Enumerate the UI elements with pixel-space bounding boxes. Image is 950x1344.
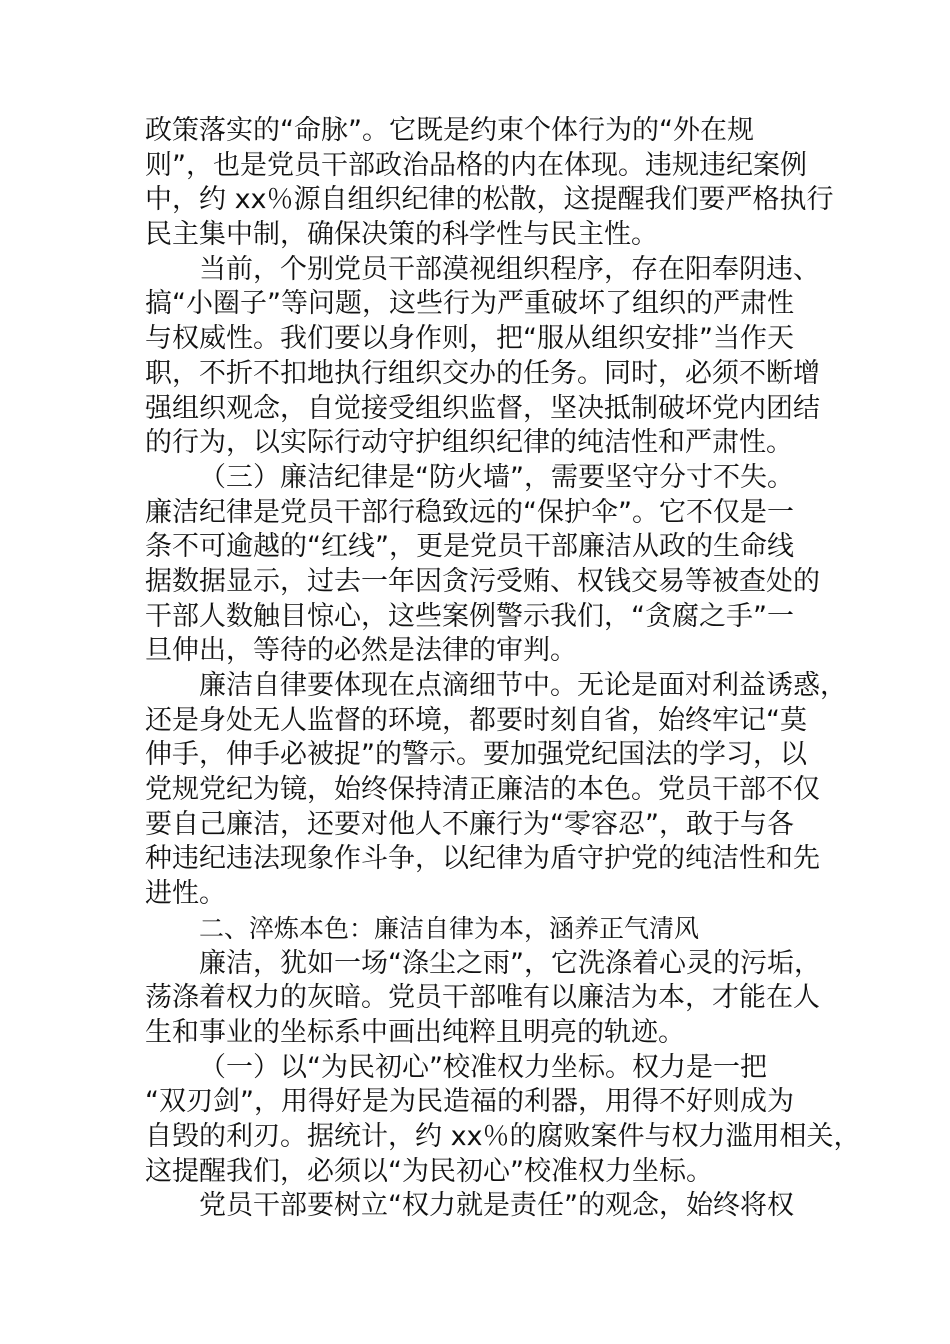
text-line: 则”，也是党员干部政治品格的内在体现。违规违纪案例 [145, 149, 807, 181]
text-line: 与权威性。我们要以身作则，把“服从组织安排”当作天 [145, 323, 794, 355]
text-line: 民主集中制，确保决策的科学性与民主性。 [145, 219, 658, 251]
subsection-heading: （三）廉洁纪律是“防火墙”，需要坚守分寸不失。 [199, 461, 794, 493]
text-line: “双刃剑”，用得好是为民造福的利器，用得不好则成为 [145, 1086, 794, 1118]
subsection-heading: （一）以“为民初心”校准权力坐标。权力是一把 [199, 1051, 767, 1083]
text-line: 当前，个别党员干部漠视组织程序，存在阳奉阴违、 [199, 253, 820, 285]
text-line: 党员干部要树立“权力就是责任”的观念，始终将权 [199, 1190, 794, 1222]
text-line: 这提醒我们，必须以“为民初心”校准权力坐标。 [145, 1155, 713, 1187]
text-line: 的行为，以实际行动守护组织纪律的纯洁性和严肃性。 [145, 427, 793, 459]
text-line: 廉洁自律要体现在点滴细节中。无论是面对利益诱惑， [199, 670, 847, 701]
text-line: 进性。 [145, 878, 226, 910]
text-line: 条不可逾越的“红线”，更是党员干部廉洁从政的生命线 [145, 531, 794, 563]
text-line: 职，不折不扣地执行组织交办的任务。同时，必须不断增 [145, 357, 820, 389]
text-line: 廉洁，犹如一场“涤尘之雨”，它洗涤着心灵的污垢， [199, 947, 821, 979]
text-line: 搞“小圈子”等问题，这些行为严重破坏了组织的严肃性 [145, 288, 794, 320]
text-line: 政策落实的“命脉”。它既是约束个体行为的“外在规 [145, 115, 754, 146]
text-line: 自毁的利刃。据统计，约 xx％的腐败案件与权力滥用相关， [145, 1120, 861, 1152]
text-line: 廉洁纪律是党员干部行稳致远的“保护伞”。它不仅是一 [145, 496, 794, 528]
text-line: 要自己廉洁，还要对他人不廉行为“零容忍”，敢于与各 [145, 808, 794, 840]
document-page [145, 114, 861, 1224]
text-line: 还是身处无人监督的环境，都要时刻自省，始终牢记“莫 [145, 704, 807, 736]
text-line: 党规党纪为镜，始终保持清正廉洁的本色。党员干部不仅 [145, 774, 820, 806]
text-line: 伸手，伸手必被捉”的警示。要加强党纪国法的学习，以 [145, 739, 807, 771]
text-line: 干部人数触目惊心，这些案例警示我们，“贪腐之手”一 [145, 600, 794, 632]
text-line: 旦伸出，等待的必然是法律的审判。 [145, 635, 577, 667]
text-line: 种违纪违法现象作斗争，以纪律为盾守护党的纯洁性和先 [145, 843, 820, 875]
text-line: 强组织观念，自觉接受组织监督，坚决抵制破坏党内团结 [145, 392, 820, 424]
text-line: 生和事业的坐标系中画出纯粹且明亮的轨迹。 [145, 1016, 685, 1048]
text-line: 据数据显示，过去一年因贪污受贿、权钱交易等被查处的 [145, 565, 820, 597]
section-heading: 二、淬炼本色：廉洁自律为本，涵养正气清风 [199, 913, 700, 943]
text-line: 中，约 xx％源自组织纪律的松散，这提醒我们要严格执行 [145, 184, 834, 216]
text-line: 荡涤着权力的灰暗。党员干部唯有以廉洁为本，才能在人 [145, 982, 820, 1014]
